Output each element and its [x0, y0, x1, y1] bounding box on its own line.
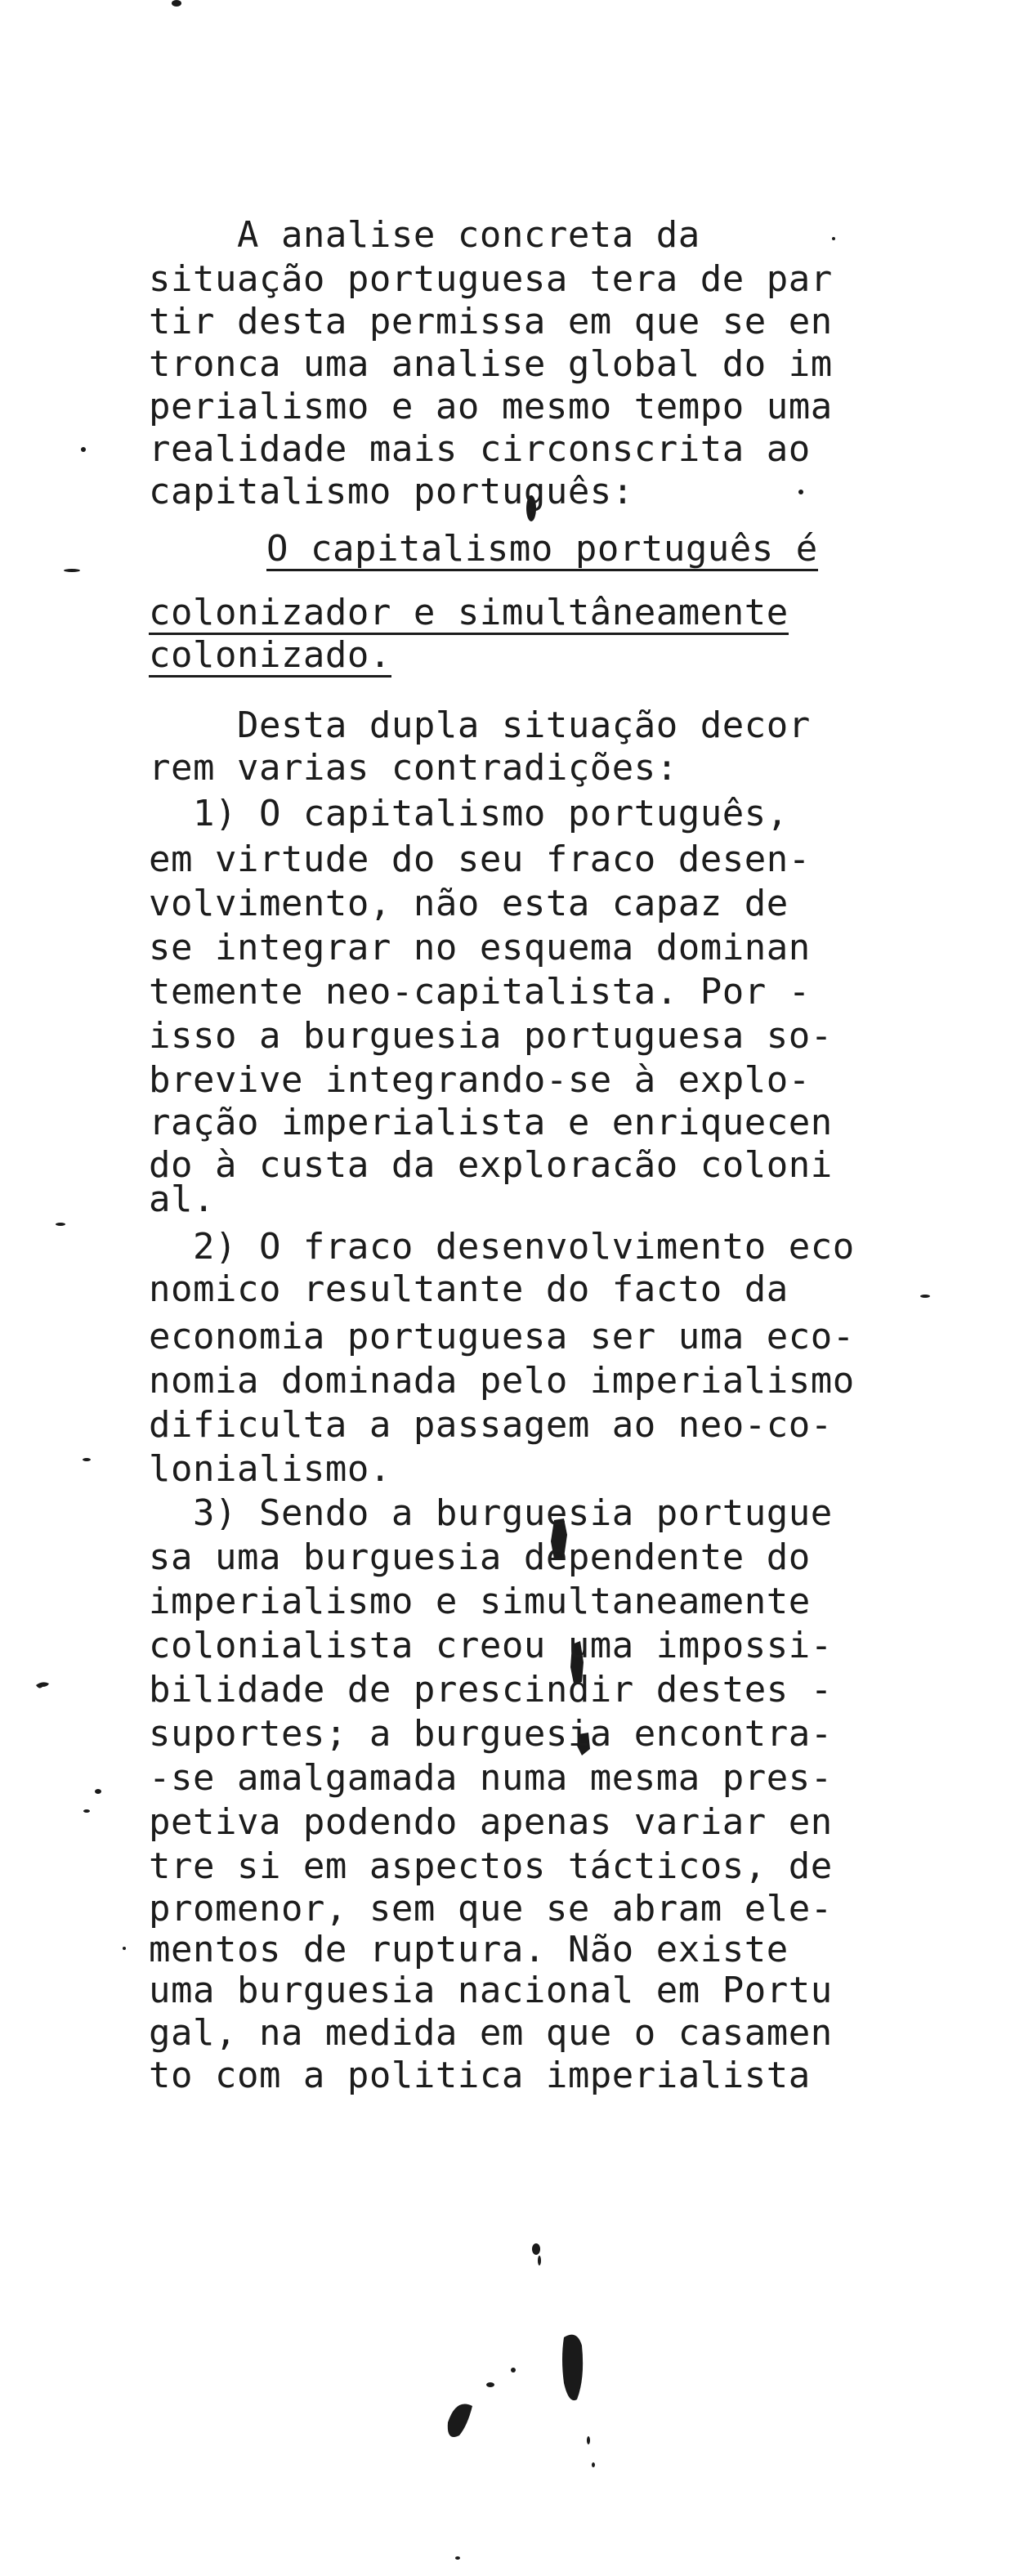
text-line-39: mentos de ruptura. Não existe: [149, 1929, 789, 1970]
text-line-1: A analise concreta da: [149, 214, 700, 256]
text-line-28: lonialismo.: [149, 1448, 391, 1490]
speck-bottom-5: [587, 2436, 590, 2444]
text-line-6: realidade mais circonscrita ao: [149, 428, 811, 470]
speck-top: [172, 0, 181, 7]
thesis-line-2: colonizador e simultâneamente: [149, 592, 789, 633]
text-line-20: ração imperialista e enriquecen: [149, 1102, 833, 1143]
speck-bottom-4: [511, 2368, 516, 2373]
text-line-35: -se amalgamada numa mesma pres-: [149, 1757, 833, 1799]
speck-mid-2: [832, 237, 835, 240]
text-line-22: al.: [149, 1178, 215, 1220]
speck-bottom-3: [486, 2382, 494, 2387]
text-line-4: tronca uma analise global do im: [149, 343, 833, 385]
speck-mid-3: [920, 1295, 930, 1298]
smudge-bottom-2: [562, 2335, 583, 2400]
text-line-36: petiva podendo apenas variar en: [149, 1801, 833, 1843]
thesis-line-1: O capitalismo português é: [266, 528, 818, 570]
text-line-29: 3) Sendo a burguesia portugue: [149, 1492, 833, 1534]
text-line-5: perialismo e ao mesmo tempo uma: [149, 386, 833, 427]
text-line-23: 2) O fraco desenvolvimento eco: [149, 1226, 855, 1268]
text-line-18: isso a burguesia portuguesa so-: [149, 1015, 833, 1057]
text-line-31: imperialismo e simultaneamente: [149, 1581, 811, 1622]
text-line-38: promenor, sem que se abram ele-: [149, 1888, 833, 1930]
text-line-24: nomico resultante do facto da: [149, 1268, 789, 1310]
text-line-2: situação portuguesa tera de par: [149, 258, 833, 300]
text-line-41: gal, na medida em que o casamen: [149, 2012, 833, 2054]
speck-bottom-2: [538, 2256, 541, 2265]
smudge-bottom-1: [448, 2404, 472, 2438]
speck-bottom-6: [592, 2462, 595, 2467]
text-line-42: to com a politica imperialista: [149, 2055, 811, 2096]
text-line-17: temente neo-capitalista. Por -: [149, 971, 811, 1013]
thesis-line-3: colonizado.: [149, 634, 391, 676]
text-line-13: 1) O capitalismo português,: [149, 793, 789, 834]
speck-bottom-1: [532, 2243, 540, 2255]
speck-left-4: [83, 1458, 91, 1461]
text-line-26: nomia dominada pelo imperialismo: [149, 1360, 855, 1402]
text-line-12: rem varias contradições:: [149, 747, 678, 789]
text-line-25: economia portuguesa ser uma eco-: [149, 1316, 855, 1357]
text-line-37: tre si em aspectos tácticos, de: [149, 1845, 833, 1887]
text-line-40: uma burguesia nacional em Portu: [149, 1970, 833, 2011]
speck-left-5: [95, 1789, 101, 1794]
text-line-16: se integrar no esquema dominan: [149, 927, 811, 968]
speck-mid-4: [123, 1947, 126, 1950]
text-line-11: Desta dupla situação decor: [149, 704, 811, 746]
text-line-14: em virtude do seu fraco desen-: [149, 839, 811, 880]
text-line-19: brevive integrando-se à explo-: [149, 1059, 811, 1101]
text-line-32: colonialista creou uma impossi-: [149, 1625, 833, 1666]
speck-left-7: [81, 447, 86, 452]
text-line-34: suportes; a burguesia encontra-: [149, 1713, 833, 1755]
text-line-3: tir desta permissa em que se en: [149, 301, 833, 342]
text-line-27: dificulta a passagem ao neo-co-: [149, 1404, 833, 1446]
text-line-30: sa uma burguesia dependente do: [149, 1536, 811, 1578]
speck-left-3: [56, 1223, 65, 1226]
speck-left-2: [64, 569, 80, 572]
speck-mid-1: [798, 490, 803, 494]
speck-left-6: [83, 1809, 90, 1813]
speck-mid-5: [455, 2556, 460, 2560]
text-line-33: bilidade de prescindir destes -: [149, 1669, 833, 1711]
text-line-15: volvimento, não esta capaz de: [149, 883, 789, 924]
text-line-21: do à custa da exploracão coloni: [149, 1144, 833, 1186]
text-line-7: capitalismo português:: [149, 471, 634, 512]
speck-left-1: [36, 1682, 49, 1688]
